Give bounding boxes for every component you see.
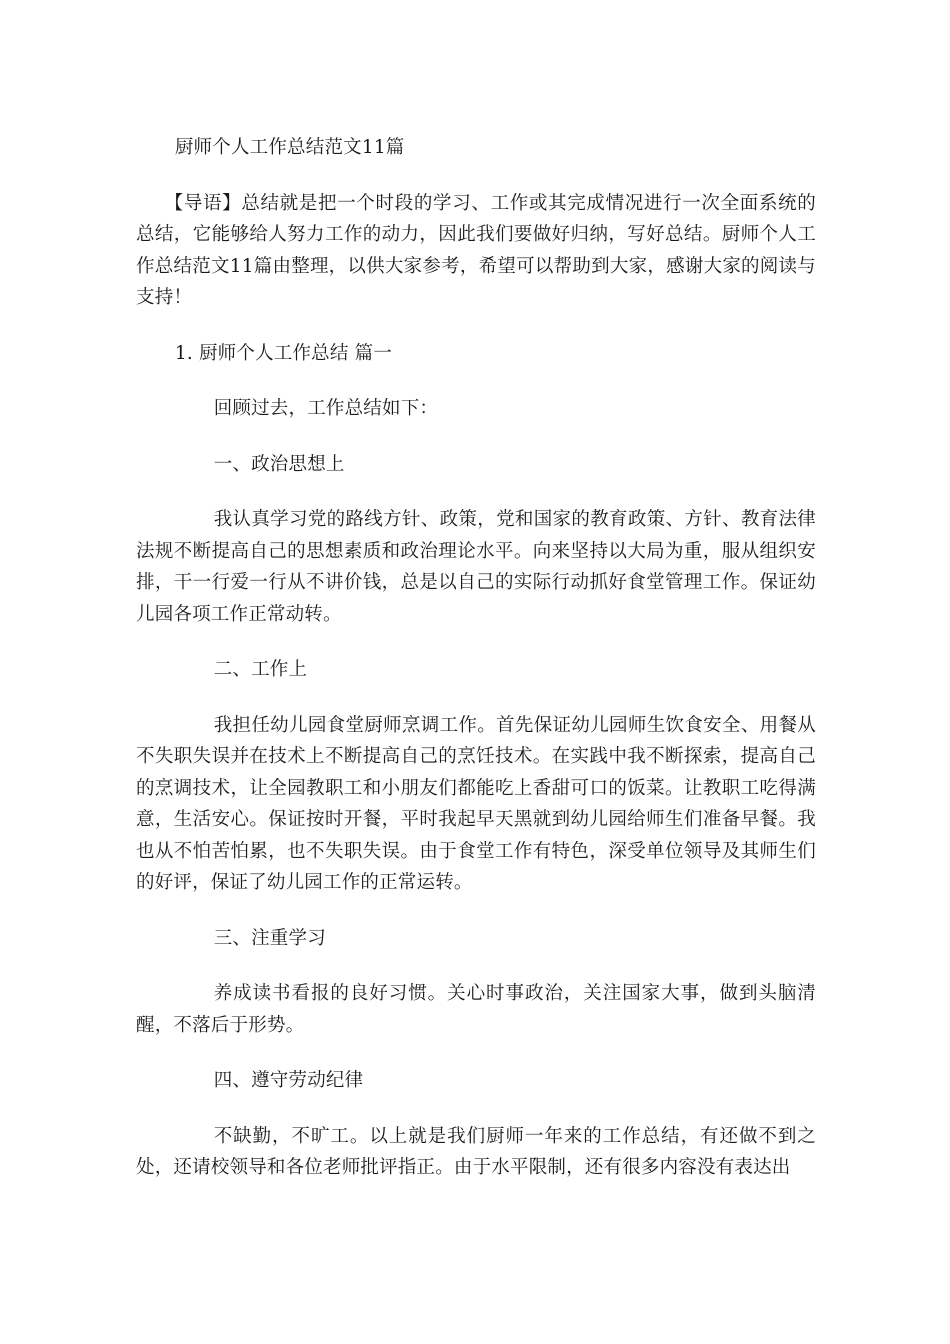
heading-discipline: 四、遵守劳动纪律 (213, 1070, 364, 1091)
heading-politics: 一、政治思想上 (213, 453, 345, 475)
paragraph-work: 我担任幼儿园食堂厨师烹调工作。首先保证幼儿园师生饮食安全、用餐从不失职失误并在技术上不断提高自己的烹饪技术。在实践中我不断探索，提高自己的烹调技术，让全园教职工和小朋友们都能吃上香甜可口的饭菜。让教职工吃得满意，生活安心。保证按时开餐，平时我起早天黑就到幼儿园给师生们准备早餐。我也从不怕苦怕累，也不失职失误。由于食堂工作有特色，深受单位领导及其师生们的好评，保证了幼儿园工作的正常运转。 (136, 714, 816, 893)
intro-paragraph (136, 188, 816, 314)
intro-text: 总结就是把一个时段的学习、工作或其完成情况进行一次全面系统的总结，它能够给人努力工作的动力，因此我们要做好归纳，写好总结。厨师个人工作总结范文11篇由整理，以供大家参考，希望可以帮助到大家，感谢大家的阅读与支持！ (136, 192, 816, 308)
paragraph-discipline: 不缺勤，不旷工。以上就是我们厨师一年来的工作总结，有还做不到之处，还请校领导和各位老师批评指正。由于水平限制，还有很多内容没有表达出 (136, 1125, 816, 1178)
heading-work: 二、工作上 (213, 659, 308, 680)
paragraph-study: 养成读书看报的良好习惯。关心时事政治，关注国家大事，做到头脑清醒，不落后于形势。 (136, 983, 816, 1036)
document-body (136, 132, 816, 1208)
document-title: 厨师个人工作总结范文11篇 (174, 137, 405, 158)
heading-study: 三、注重学习 (213, 927, 326, 949)
paragraph-politics: 我认真学习党的路线方针、政策，党和国家的教育政策、方针、教育法律法规不断提高自己的思想素质和政治理论水平。向来坚持以大局为重，服从组织安排，干一行爱一行从不讲价钱，总是以自己的实际行动抓好食堂管理工作。保证幼儿园各项工作正常动转。 (136, 509, 816, 625)
intro-label: 【导语】 (164, 192, 242, 214)
section-title: 1. 厨师个人工作总结 篇一 (174, 342, 393, 364)
opening-line: 回顾过去，工作总结如下： (213, 398, 439, 419)
